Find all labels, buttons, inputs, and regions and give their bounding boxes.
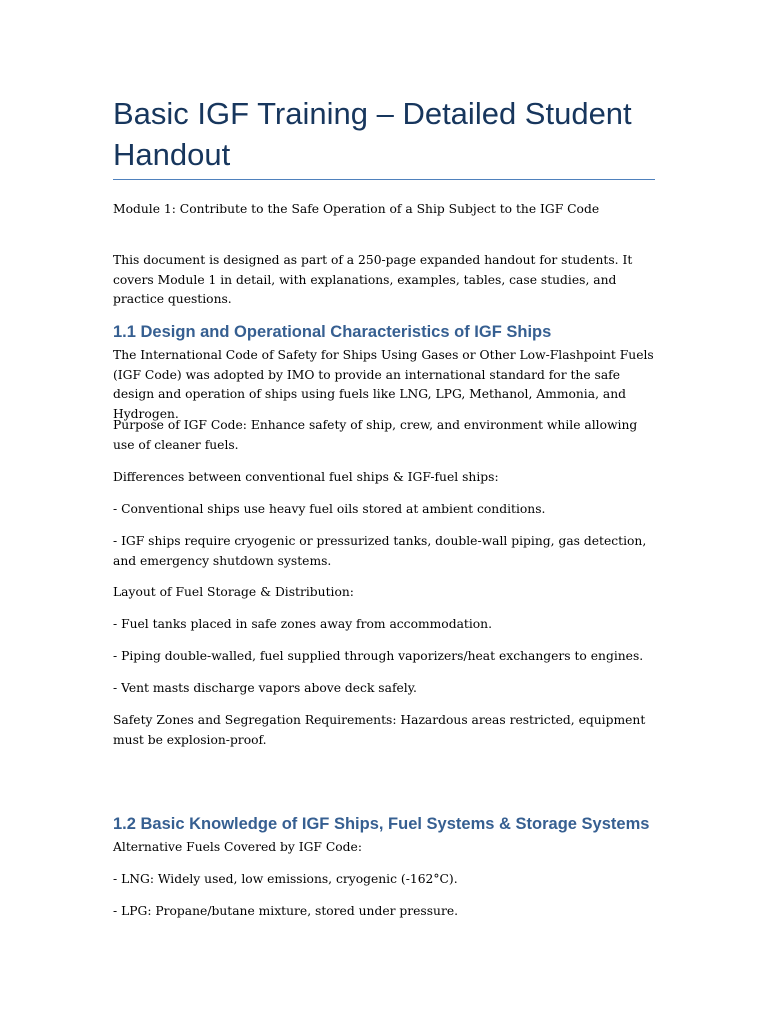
title-divider <box>113 179 655 180</box>
list-item: - LNG: Widely used, low emissions, cryogenic (-162°C). <box>113 872 458 886</box>
list-item: - Piping double-walled, fuel supplied through vaporizers/heat exchangers to engines. <box>113 649 644 663</box>
list-item: - Vent masts discharge vapors above deck safely. <box>113 681 417 695</box>
list-item: - IGF ships require cryogenic or pressurized tanks, double-wall piping, gas detection, and emergency shutdown systems. <box>113 534 647 568</box>
section-1-2-heading: 1.2 Basic Knowledge of IGF Ships, Fuel Systems & Storage Systems <box>113 815 650 833</box>
differences-label: Differences between conventional fuel ships & IGF-fuel ships: <box>113 470 499 484</box>
fuels-label: Alternative Fuels Covered by IGF Code: <box>113 840 362 854</box>
safety-zones-paragraph: Safety Zones and Segregation Requirements: Hazardous areas restricted, equipment must be explosion-proof. <box>113 713 646 747</box>
list-item: - Conventional ships use heavy fuel oils stored at ambient conditions. <box>113 502 546 516</box>
list-item: - LPG: Propane/butane mixture, stored under pressure. <box>113 904 459 918</box>
document-title: Basic IGF Training – Detailed Student Handout <box>113 96 632 172</box>
purpose-paragraph: Purpose of IGF Code: Enhance safety of ship, crew, and environment while allowing use of cleaner fuels. <box>113 418 638 452</box>
module-line: Module 1: Contribute to the Safe Operation of a Ship Subject to the IGF Code <box>113 202 600 216</box>
section-1-1-intro: The International Code of Safety for Ships Using Gases or Other Low-Flashpoint Fuels (IGF Code) was adopted by IMO to provide an international standard for the safe design and operation of ships using fuels like LNG, LPG, Methanol, Ammonia, and Hydrogen. <box>113 348 654 421</box>
list-item: - Fuel tanks placed in safe zones away from accommodation. <box>113 617 493 631</box>
intro-paragraph: This document is designed as part of a 250-page expanded handout for students. It covers Module 1 in detail, with explanations, examples, tables, case studies, and practice questions. <box>113 253 633 306</box>
layout-label: Layout of Fuel Storage & Distribution: <box>113 585 354 599</box>
section-1-1-heading: 1.1 Design and Operational Characteristics of IGF Ships <box>113 323 552 341</box>
